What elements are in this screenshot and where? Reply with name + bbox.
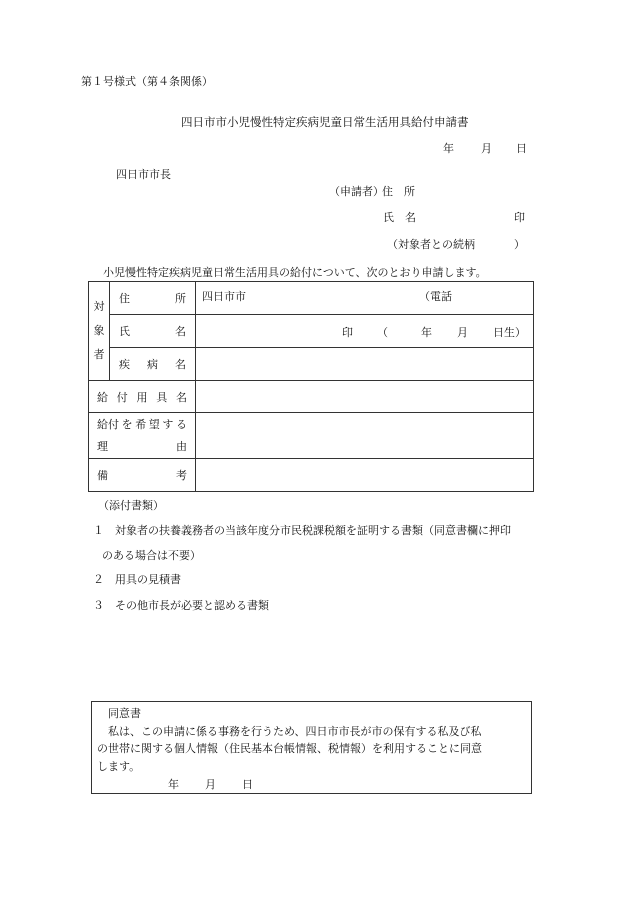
consent-month: 月 [205, 778, 216, 791]
application-table [88, 281, 534, 492]
consent-day: 日 [242, 778, 253, 791]
item-value-cell[interactable] [196, 381, 534, 413]
reason-label: 給付 を 希 望 す る 理 由 [89, 413, 196, 459]
birth-year: 年 [421, 326, 432, 339]
disease-label: 疾 病 名 [110, 348, 196, 381]
date-month: 月 [481, 142, 492, 155]
row-item [89, 381, 534, 413]
remarks-label: 備 考 [89, 459, 196, 492]
consent-line: します。 [97, 760, 141, 773]
applicant-name-label: 氏 名 [383, 211, 416, 224]
attachment-num: １ [93, 524, 104, 537]
address-label: 住 所 [110, 282, 196, 315]
side-header-char: 者 [93, 348, 105, 361]
name-value-cell[interactable] [196, 315, 534, 348]
birth-open: （ [377, 326, 388, 339]
row-reason [89, 413, 534, 459]
remarks-value-cell[interactable] [196, 459, 534, 492]
row-disease [89, 348, 534, 381]
birth-day: 日生） [493, 326, 526, 339]
name-label: 氏 名 [110, 315, 196, 348]
applicant-relation: （対象者との続柄 [387, 238, 475, 251]
item-label: 給 付 用 具 名 [89, 381, 196, 413]
consent-heading: 同意書 [108, 707, 141, 720]
reason-value-cell[interactable] [196, 413, 534, 459]
attachment-item: 対象者の扶養義務者の当該年度分市民税課税額を証明する書類（同意書欄に押印 [115, 524, 511, 537]
attachment-num: ２ [93, 573, 104, 586]
date-day: 日 [516, 142, 527, 155]
consent-line: 私は、この申請に係る事務を行うため、四日市市長が市の保有する私及び私 [108, 725, 482, 738]
consent-box [91, 701, 532, 794]
addressee: 四日市市長 [116, 168, 171, 181]
attachment-item: のある場合は不要） [102, 549, 201, 562]
document-title: 四日市市小児慢性特定疾病児童日常生活用具給付申請書 [181, 115, 469, 129]
birth-month: 月 [457, 326, 468, 339]
applicant-label: （申請者） [329, 185, 384, 198]
date-year: 年 [443, 142, 454, 155]
side-header-char: 象 [93, 324, 105, 337]
row-name [89, 315, 534, 348]
address-value-cell[interactable] [196, 282, 534, 315]
form-number: 第１号様式（第４条関係） [81, 75, 213, 88]
applicant-relation-close: ） [514, 238, 525, 251]
phone-label: （電話 [419, 290, 452, 303]
row-remarks [89, 459, 534, 492]
applicant-address-label: 住 所 [382, 185, 415, 198]
target-person-header [89, 282, 110, 381]
attachment-item: その他市長が必要と認める書類 [115, 599, 269, 612]
intro-text: 小児慢性特定疾病児童日常生活用具の給付について、次のとおり申請します。 [103, 266, 487, 279]
applicant-seal: 印 [514, 211, 525, 224]
consent-year: 年 [168, 778, 179, 791]
consent-line: の世帯に関する個人情報（住民基本台帳情報、税情報）を利用することに同意 [97, 742, 482, 755]
disease-value-cell[interactable] [196, 348, 534, 381]
attachment-num: ３ [93, 599, 104, 612]
side-header-char: 対 [93, 300, 105, 313]
attachment-item: 用具の見積書 [115, 573, 181, 586]
row-address [89, 282, 534, 315]
attachments-heading: （添付書類） [98, 499, 164, 512]
name-seal: 印 [342, 326, 353, 339]
address-value: 四日市市 [202, 290, 246, 303]
